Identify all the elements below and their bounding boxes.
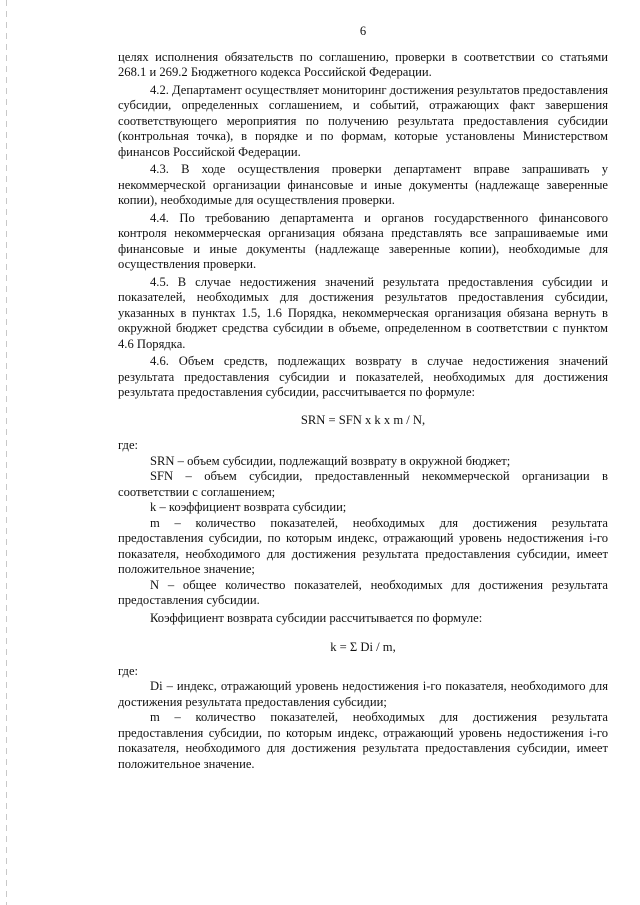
paragraph-continuation: целях исполнения обязательств по соглашению, проверки в соответствии со статьями 268.1 и 269.2 Бюджетного кодекса Российской Федерации. bbox=[118, 49, 608, 79]
paragraph-4-6: 4.6. Объем средств, подлежащих возврату в случае недостижения значений результата предоставления субсидии и показателей, необходимых для достижения результата предоставления субсидии, рассчитывается по формуле: bbox=[118, 354, 608, 399]
definition-m-2: m – количество показателей, необходимых для достижения результата предоставления субсидии, по которым индекс, отражающий уровень недостижения i-го показателя, необходимого для достижения результата предоставления субсидии, имеет положительное значение. bbox=[118, 710, 608, 771]
formula-srn: SRN = SFN x k x m / N, bbox=[300, 412, 426, 427]
paragraph-4-4: 4.4. По требованию департамента и органов государственного финансового контроля некоммерческая организация обязана представлять все запрашиваемые ими финансовые и иные документы (надлежаще заверенные копии), необходимые для осуществления проверки. bbox=[118, 210, 608, 271]
scan-edge-line bbox=[6, 0, 7, 905]
paragraph-4-5: 4.5. В случае недостижения значений результата предоставления субсидии и показателей, необходимых для достижения результатов предоставления субсидии, указанных в пунктах 1.5, 1.6 Порядка, некоммерческая организация обязана вернуть в окружной бюджет средства субсидии в объеме, определенном в соответствии с пунктом 4.6 Порядка. bbox=[118, 274, 608, 351]
where-label-2: где: bbox=[118, 663, 139, 678]
where-label-1: где: bbox=[118, 438, 139, 452]
paragraph-4-2: 4.2. Департамент осуществляет мониторинг достижения результатов предоставления субсидии, определенных соглашением, и событий, отражающих факт завершения соответствующего мероприятия по получению результата предоставления субсидии (контрольная точка), в порядке и по формам, которые установлены Министерством финансов Российской Федерации. bbox=[118, 82, 608, 159]
page-number: 6 bbox=[359, 24, 367, 38]
document-page bbox=[118, 24, 608, 772]
definition-di: Di – индекс, отражающий уровень недостижения i-го показателя, необходимого для достижения результата предоставления субсидии; bbox=[118, 679, 608, 709]
definition-n: N – общее количество показателей, необходимых для достижения результата предоставления субсидии. bbox=[118, 577, 608, 607]
formula-k: k = Σ Di / m, bbox=[330, 640, 396, 654]
coefficient-intro: Коэффициент возврата субсидии рассчитывается по формуле: bbox=[150, 610, 483, 625]
definition-sfn: SFN – объем субсидии, предоставленный некоммерческой организации в соответствии с соглашением; bbox=[118, 469, 608, 499]
definition-srn: SRN – объем субсидии, подлежащий возврату в окружной бюджет; bbox=[150, 453, 511, 468]
definition-m: m – количество показателей, необходимых для достижения результата предоставления субсидии, по которым индекс, отражающий уровень недостижения i-го показателя, необходимого для достижения результата предоставления субсидии, имеет положительное значение; bbox=[118, 515, 608, 576]
paragraph-4-3: 4.3. В ходе осуществления проверки департамент вправе запрашивать у некоммерческой организации финансовые и иные документы (надлежаще заверенные копии), необходимые для осуществления проверки. bbox=[118, 162, 608, 207]
definition-k: k – коэффициент возврата субсидии; bbox=[150, 500, 347, 514]
